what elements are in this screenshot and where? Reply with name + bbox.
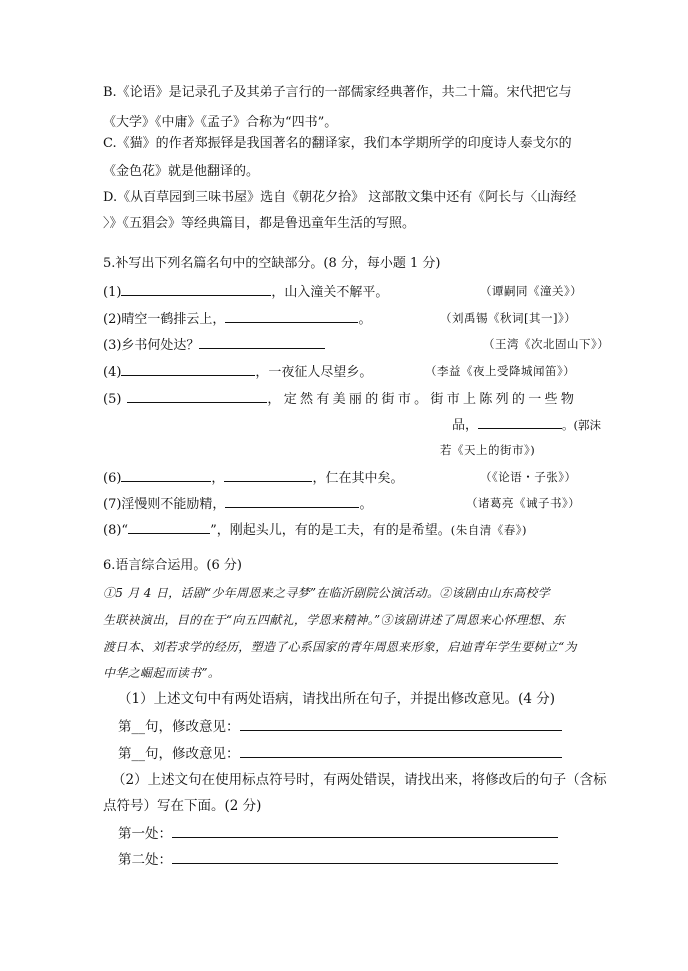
answer-blank[interactable] <box>199 335 325 349</box>
q5-item-1: (1) ，山入潼关不解平。 <box>103 282 388 302</box>
answer-blank[interactable] <box>172 824 558 838</box>
q5-item-1-source: （谭嗣同《潼关》） <box>480 284 583 298</box>
answer-blank[interactable] <box>224 468 312 482</box>
answer-blank[interactable] <box>240 744 562 758</box>
q5-item-6: (6) ， ，仁在其中矣。 <box>103 468 403 488</box>
q6-sub1-prompt: （1）上述文句中有两处语病，请找出所在句子，并提出修改意见。(4 分) <box>118 691 556 707</box>
option-b-line2: 《大学》《中庸》《孟子》合称为“四书”。 <box>103 115 338 130</box>
q6-title: 6.语言综合运用。(6 分) <box>103 558 242 573</box>
answer-blank[interactable] <box>478 415 562 429</box>
q5-item-4: (4) ，一夜征人尽望乡。 <box>103 362 372 382</box>
q6-sub1-answer-1: 第__句，修改意见： <box>118 717 562 736</box>
q5-item-8: (8)“ ”，刚起头儿，有的是工夫，有的是希望。(朱自清《春》) <box>103 520 527 540</box>
answer-blank[interactable] <box>172 850 558 864</box>
answer-blank[interactable] <box>121 468 211 482</box>
q5-item-2: (2)晴空一鹤排云上， 。 <box>103 309 371 329</box>
option-d-line2: 〉》《五猖会》等经典篇目，都是鲁迅童年生活的写照。 <box>103 216 416 231</box>
option-c-line1: C.《猫》的作者郑振铎是我国著名的翻译家，我们本学期所学的印度诗人泰戈尔的 <box>103 136 572 151</box>
q6-sub2-second: 第二处： <box>118 850 558 869</box>
q5-title: 5.补写出下列名篇名句中的空缺部分。(8 分，每小题 1 分) <box>103 256 441 271</box>
answer-blank[interactable] <box>240 717 562 731</box>
q5-item-2-source: （刘禹锡《秋词[其一]》） <box>440 311 577 325</box>
answer-blank[interactable] <box>225 494 359 508</box>
answer-blank[interactable] <box>121 362 255 376</box>
q5-item-5-source: 若《天上的街市》) <box>440 443 536 457</box>
q6-sub1-answer-2: 第__句，修改意见： <box>118 744 562 763</box>
option-d-line1: D.《从百草园到三味书屋》选自《朝花夕拾》 这部散文集中还有《阿长与〈山海经 <box>103 190 577 205</box>
q6-passage-line4: 中华之崛起而读书”。 <box>103 666 221 680</box>
answer-blank[interactable] <box>121 282 271 296</box>
option-c-line2: 《金色花》就是他翻译的。 <box>103 164 260 179</box>
q6-passage-line3: 渡日本、刘若求学的经历，塑造了心系国家的青年周恩来形象，启迪青年学生要树立“为 <box>103 640 577 654</box>
q6-passage-line2: 生联袂演出，目的在于“向五四献礼，学恩来精神。”③该剧讲述了周恩来心怀理想、东 <box>103 613 565 627</box>
q5-item-4-source: （李益《夜上受降城闻笛》） <box>425 364 576 378</box>
option-b-line1: B.《论语》是记录孔子及其弟子言行的一部儒家经典著作，共二十篇。宋代把它与 <box>103 85 572 100</box>
q6-sub2-prompt-line1: （2）上述文句在使用标点符号时，有两处错误，请找出来，将修改后的句子（含标 <box>112 772 607 788</box>
q6-sub2-prompt-line2: 点符号）写在下面。(2 分) <box>103 798 262 814</box>
q5-item-7-source: （诸葛亮《诫子书》） <box>466 496 581 510</box>
q5-item-3: (3)乡书何处达？ <box>103 335 325 355</box>
q5-item-3-source: （王湾《次北固山下》） <box>483 337 610 351</box>
q5-item-5: (5) ，定然有美丽的街市。街市上陈列的一些物 <box>103 389 613 409</box>
answer-blank[interactable] <box>127 389 267 403</box>
q6-sub2-first: 第一处： <box>118 824 558 843</box>
q5-item-5-line2: 品， 。(郭沫 <box>452 415 601 435</box>
answer-blank[interactable] <box>128 520 210 534</box>
answer-blank[interactable] <box>225 309 358 323</box>
q5-item-6-source: （《论语・子张》） <box>480 470 577 484</box>
q5-item-8-source: (朱自清《春》) <box>450 523 527 537</box>
q5-item-7: (7)淫慢则不能励精， 。 <box>103 494 372 514</box>
q6-passage-line1: ①5 月 4 日，话剧“少年周恩来之寻梦”在临沂剧院公演活动。②该剧由山东高校学 <box>103 586 550 600</box>
